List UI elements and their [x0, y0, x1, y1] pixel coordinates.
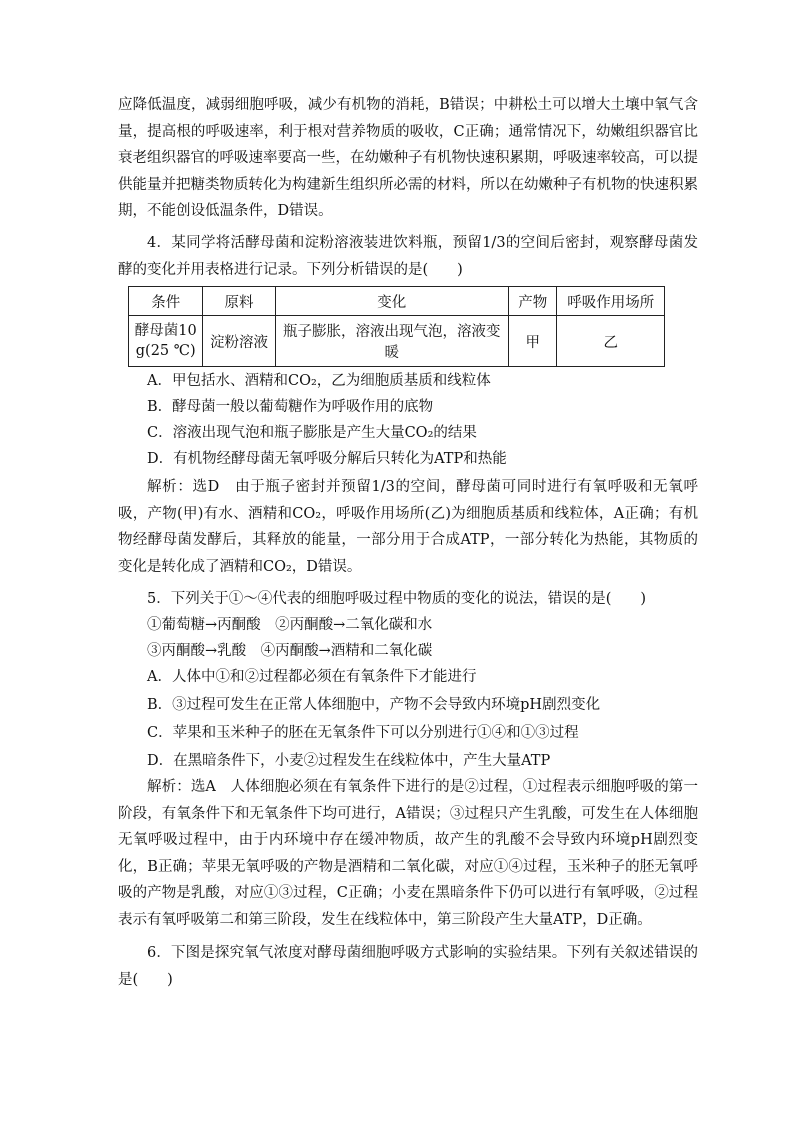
q4-table: [128, 286, 665, 367]
q4-option-d: D．有机物经酵母菌无氧呼吸分解后只转化为ATP和热能: [147, 451, 507, 467]
q5-option-a: A．人体中①和②过程都必须在有氧条件下才能进行: [147, 669, 477, 685]
table-header-cell: 变化: [275, 287, 508, 316]
q4-option-c: C．溶液出现气泡和瓶子膨胀是产生大量CO₂的结果: [147, 425, 477, 441]
q5-analysis: 解析：选A 人体细胞必须在有氧条件下进行的是②过程，①过程表示细胞呼吸的第一阶段，有氧条件下和无氧条件下均可进行，A错误；③过程只产生乳酸，可发生在人体细胞无氧呼吸过程中，由于内环境中存在缓冲物质，故产生的乳酸不会导致内环境pH剧烈变化，B正确；苹果无氧呼吸的产物是酒精和二氧化碳，对应①④过程，玉米种子的胚无氧呼吸的产物是乳酸，对应①③过程，C正确；小麦在黑暗条件下仍可以进行有氧呼吸，②过程表示有氧呼吸第二和第三阶段，发生在线粒体中，第三阶段产生大量ATP，D正确。: [118, 779, 698, 928]
table-row: [129, 316, 665, 367]
q5-processes-line-1: ①葡萄糖→丙酮酸 ②丙酮酸→二氧化碳和水: [147, 617, 433, 633]
table-header-cell: 原料: [203, 287, 275, 316]
table-header-row: [129, 287, 665, 316]
intro-paragraph: 应降低温度，减弱细胞呼吸，减少有机物的消耗，B错误；中耕松土可以增大土壤中氧气含量，提高根的呼吸速率，利于根对营养物质的吸收，C正确；通常情况下，幼嫩组织器官比衰老组织器官的呼吸速率要高一些，在幼嫩种子有机物快速积累期，呼吸速率较高，可以提供能量并把糖类物质转化为构建新生组织所必需的材料，所以在幼嫩种子有机物的快速积累期，不能创设低温条件，D错误。: [118, 97, 698, 219]
q4-stem: 4．某同学将活酵母菌和淀粉溶液装进饮料瓶，预留1/3的空间后密封，观察酵母菌发酵的变化并用表格进行记录。下列分析错误的是( ): [118, 235, 698, 278]
q5-option-b: B．③过程可发生在正常人体细胞中，产物不会导致内环境pH剧烈变化: [147, 697, 601, 713]
q5-processes-line-2: ③丙酮酸→乳酸 ④丙酮酸→酒精和二氧化碳: [147, 643, 433, 659]
q4-analysis: 解析：选D 由于瓶子密封并预留1/3的空间，酵母菌可同时进行有氧呼吸和无氧呼吸，产物(甲)有水、酒精和CO₂，呼吸作用场所(乙)为细胞质基质和线粒体，A正确；有机物经酵母菌发酵后，其释放的能量，一部分用于合成ATP，一部分转化为热能，其物质的变化是转化成了酒精和CO₂，D错误。: [118, 479, 698, 575]
table-header-cell: 呼吸作用场所: [557, 287, 665, 316]
table-header-cell: 条件: [129, 287, 203, 316]
table-cell: 瓶子膨胀，溶液出现气泡，溶液变暖: [275, 316, 508, 367]
q4-option-a: A．甲包括水、酒精和CO₂，乙为细胞质基质和线粒体: [147, 373, 491, 389]
q5-stem: 5．下列关于①～④代表的细胞呼吸过程中物质的变化的说法，错误的是( ): [147, 591, 647, 607]
q6-stem: 6．下图是探究氧气浓度对酵母菌细胞呼吸方式影响的实验结果。下列有关叙述错误的是( ): [118, 945, 698, 988]
q5-option-d: D．在黑暗条件下，小麦②过程发生在线粒体中，产生大量ATP: [147, 753, 551, 769]
table-header-cell: 产物: [508, 287, 557, 316]
q5-option-c: C．苹果和玉米种子的胚在无氧条件下可以分别进行①④和①③过程: [147, 725, 579, 741]
table-cell: 淀粉溶液: [203, 316, 275, 367]
q4-option-b: B．酵母菌一般以葡萄糖作为呼吸作用的底物: [147, 399, 434, 415]
table-cell: 酵母菌10 g(25 ℃): [129, 316, 203, 367]
table-cell: 甲: [508, 316, 557, 367]
table-cell: 乙: [557, 316, 665, 367]
